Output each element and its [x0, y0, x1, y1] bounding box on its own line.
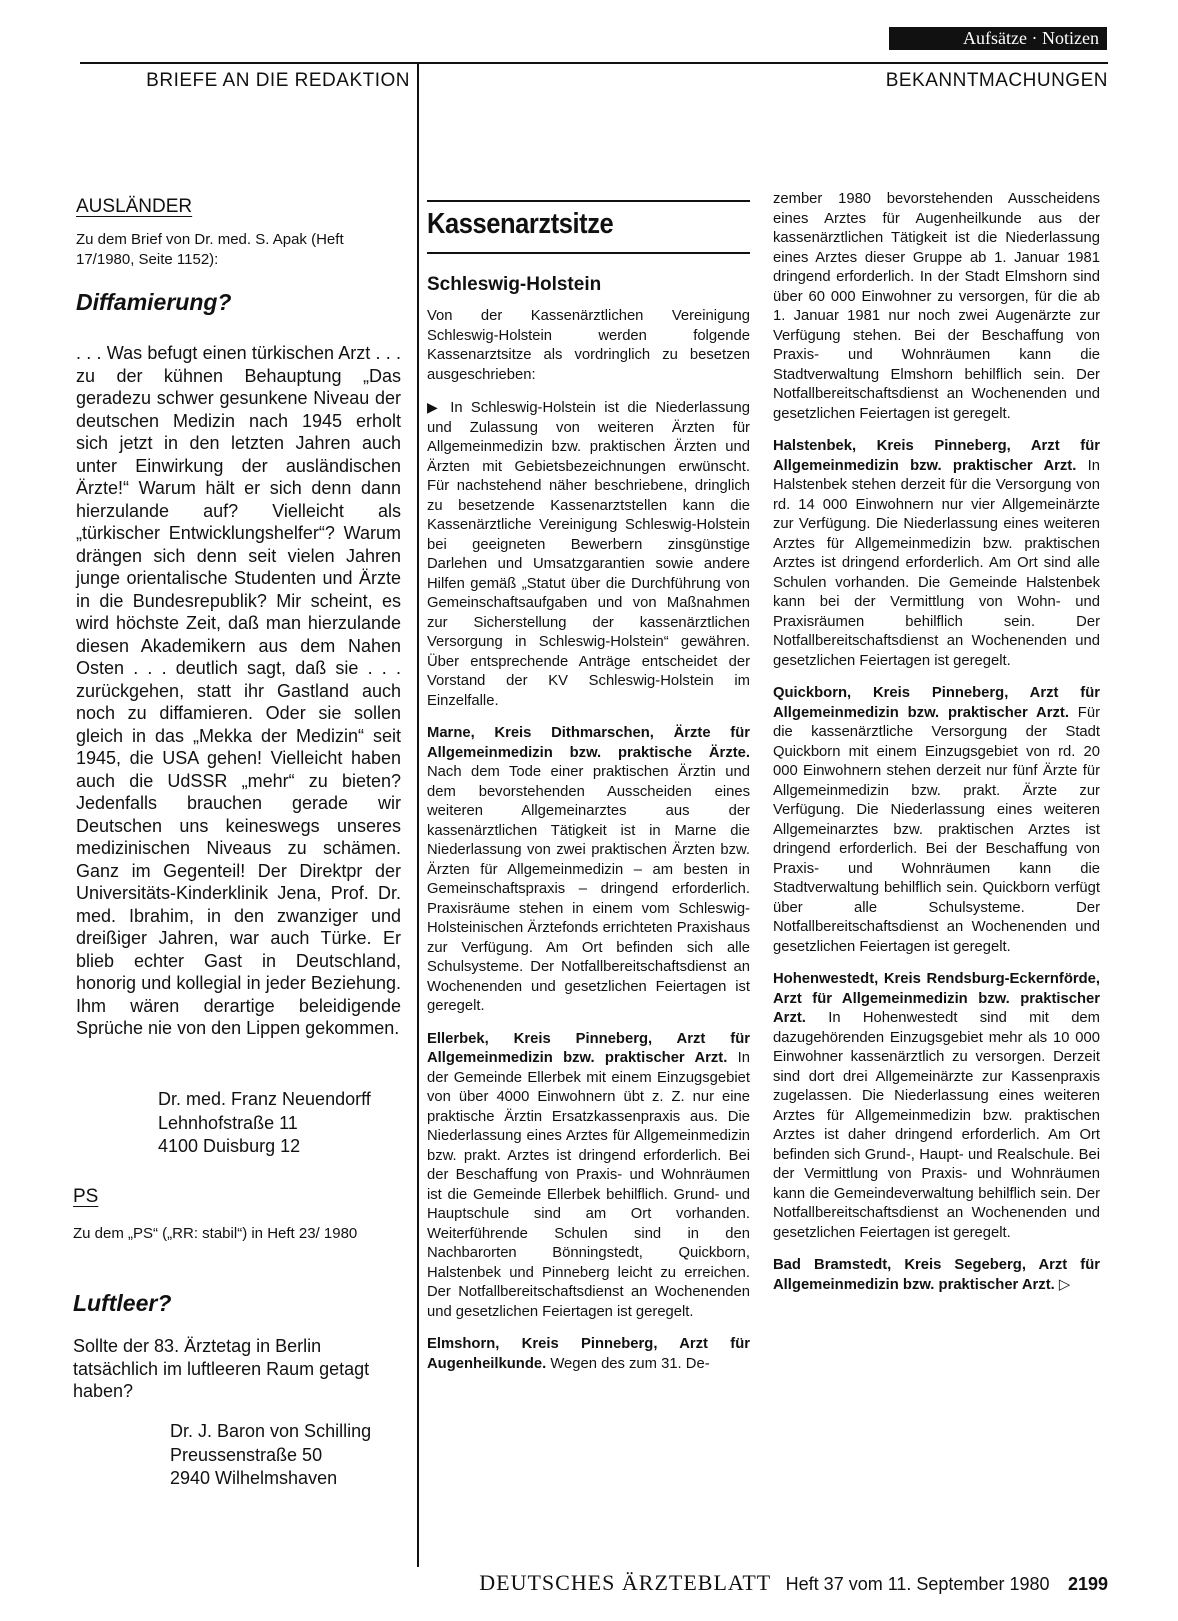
announcement-title: Kassenarztsitze: [427, 208, 614, 240]
listing-text: In Halstenbek stehen derzeit für die Versorgung von rd. 14 000 Einwohnern nur vier Allgemeinärzte zur Verfügung. Die Niederlassung eines weiteren Arztes für Allgemeinmedizin bzw. praktischen Arztes ist dringend erforderlich. Am Ort sind alle Schulen vorhanden. Die Gemeinde Halstenbek kann bei der Vermittlung von Wohn- und Praxisräumen behilflich sein. Der Notfallbereitschaftsdienst an Wochenenden und gesetzlichen Feiertagen ist geregelt.: [773, 457, 1100, 669]
signature-name: Dr. J. Baron von Schilling: [170, 1421, 372, 1441]
listing-text: Nach dem Tode einer praktischen Ärztin und dem bevorstehenden Ausscheiden eines weiteren Allgemeinarztes aus der kassenärztlichen Tätigkeit ist in Marne die Niederlassung von zwei praktischen Ärzten bzw. Ärzten für Allgemeinmedizin – am besten in Gemeinschaftspraxis – dringend erforderlich. Praxisräume stehen in einem vom Schleswig-Holsteinischen Ärztefonds errichteten Praxishaus zur Verfügung. Am Ort befinden sich alle Schulsysteme. Der Notfallbereitschaftsdienst an Wochenenden und gesetzlichen Feiertagen ist geregelt.: [427, 764, 750, 1014]
letter-signature: [158, 1088, 371, 1159]
listing-heading: Elmshorn, Kreis Pinneberg, Arzt für Augenheilkunde.: [427, 1336, 750, 1372]
listing-heading: Bad Bramstedt, Kreis Segeberg, Arzt für Allgemeinmedizin bzw. praktischer Arzt.: [773, 1257, 1100, 1293]
listing: [427, 724, 750, 1017]
signature-city: 2940 Wilhelmshaven: [170, 1468, 338, 1488]
listing-heading: Halstenbek, Kreis Pinneberg, Arzt für Allgemeinmedizin bzw. praktischer Arzt.: [773, 438, 1100, 474]
listing-heading: Marne, Kreis Dithmarschen, Ärzte für Allgemeinmedizin bzw. praktische Ärzte.: [427, 725, 750, 761]
listing-heading: Quickborn, Kreis Pinneberg, Arzt für Allgemeinmedizin bzw. praktischer Arzt.: [773, 685, 1100, 721]
announcement-bullet: ▶ In Schleswig-Holstein ist die Niederlassung und Zulassung von weiteren Ärzten für Allgemeinmedizin bzw. praktischen Ärzten und Ärzten mit Gebietsbezeichnungen erwünscht. Für nachstehend näher beschriebene, dringlich zu besetzende Kassenarztstellen kann die Kassenärztliche Vereinigung Schleswig-Holstein bei geeigneten Bewerbern zinsgünstige Darlehen und Umsatzgarantien sowie andere Hilfen gemäß „Statut über die Durchführung von Gemeinschaftsaufgaben und von Maßnahmen zur Sicherstellung der kassenärztlichen Versorgung in Schleswig-Holstein“ gewähren. Über entsprechende Anträge entscheidet der Vorstand der KV Schleswig-Holstein im Einzelfalle.: [427, 399, 750, 709]
listing-continuation: zember 1980 bevorstehenden Ausscheidens eines Arztes für Augenheilkunde aus der kassenärztlichen Tätigkeit ist die Niederlassung eines Arztes dieser Gruppe ab 1. Januar 1981 dringend erforderlich. In der Stadt Elmshorn sind über 60 000 Einwohner zu versorgen, für die ab 1. Januar 1981 nur noch zwei Augenärzte zur Verfügung stehen. Bei der Beschaffung von Praxis- und Wohnräumen kann die Stadtverwaltung Elmshorn behilflich sein. Der Notfallbereitschaftsdienst an Wochenenden und gesetzlichen Feiertagen ist geregelt.: [773, 191, 1100, 422]
letter-body: . . . Was befugt einen türkischen Arzt . . . zu der kühnen Behauptung „Das geradezu schwer gesunkene Niveau der deutschen Medizin nach 1945 erholt sich jetzt in den letzten Jahren auch unter Einwirkung der ausländischen Ärzte!“ Warum hält er sich denn dann hierzulande auf? Vielleicht als „türkischer Entwicklungshelfer“? Warum drängen sich denn seit vielen Jahren junge orientalische Studenten und Ärzte in die Bundesrepublik? Mir scheint, es wird höchste Zeit, daß man hierzulande diesen Akademikern aus dem Nahen Osten . . . deutlich sagt, daß sie . . . zurückgehen, statt ihr Gastland auch noch zu diffamieren. Oder sie sollen gleich in das „Mekka der Medizin“ seit 1945, die USA gehen! Vielleicht haben auch die UdSSR „mehr“ zu bieten? Jedenfalls brauchen gerade wir Deutschen uns keineswegs unseres medizinischen Niveaus zu schämen. Ganz im Gegenteil! Der Direktpr der Universitäts-Kinderklinik Jena, Prof. Dr. med. Ibrahim, in den zwanziger und dreißiger Jahren, war auch Türke. Er blieb echter Gast in Deutschland, honorig und kollegial in jeder Beziehung. Ihm wären derartige beleidigende Sprüche nie von den Lippen gekommen.: [76, 343, 401, 1038]
page-number: 2199: [1067, 1574, 1108, 1594]
listing: [773, 437, 1100, 671]
listing: [773, 684, 1100, 957]
signature-name: Dr. med. Franz Neuendorff: [158, 1089, 371, 1109]
journal-name: DEUTSCHES ÄRZTEBLATT: [479, 1570, 772, 1595]
listing: [773, 970, 1100, 1243]
section-heading-announcements: BEKANNTMACHUNGEN: [885, 70, 1108, 91]
signature-city: 4100 Duisburg 12: [158, 1136, 301, 1156]
listing: [773, 1256, 1100, 1295]
letter-title: Luftleer?: [73, 1290, 172, 1316]
letter-kicker: AUSLÄNDER: [76, 196, 193, 217]
listing-heading: Hohenwestedt, Kreis Rendsburg-Eckernförde, Arzt für Allgemeinmedizin bzw. praktischer Arzt.: [773, 971, 1100, 1026]
state-heading: Schleswig-Holstein: [427, 274, 602, 295]
issue-info: Heft 37 vom 11. September 1980: [785, 1574, 1050, 1594]
announcement-intro: Von der Kassenärztlichen Vereinigung Schleswig-Holstein werden folgende Kassenarztsitze als vordringlich zu besetzen ausgeschrieben:: [427, 308, 750, 383]
listing-heading: Ellerbek, Kreis Pinneberg, Arzt für Allgemeinmedizin bzw. praktischer Arzt.: [427, 1030, 750, 1066]
page-footer: [408, 1570, 1108, 1596]
header-rule: [80, 62, 1108, 64]
letter-reference: Zu dem „PS“ („RR: stabil“) in Heft 23/ 1980: [73, 1225, 358, 1242]
letter-kicker: PS: [73, 1186, 99, 1207]
rubric-label: Aufsätze · Notizen: [889, 27, 1107, 50]
listing-text: In Hohenwestedt sind mit dem dazugehörenden Einzugsgebiet mehr als 10 000 Einwohner kassenärztlich zu versorgen. Derzeit sind dort drei Allgemeinärzte zur Kassenpraxis zugelassen. Die Niederlassung eines weiteren Arztes für Allgemeinmedizin bzw. praktischen Arztes ist daher dringend erforderlich. Am Ort befinden sich Grund-, Haupt- und Realschule. Bei der Vermittlung von Praxis- und Wohnräumen kann die Gemeindeverwaltung behilflich sein. Der Notfallbereitschaftsdienst an Wochenenden und gesetzlichen Feiertagen ist geregelt.: [773, 1010, 1100, 1241]
title-rule-bottom: [427, 252, 750, 254]
letter-signature: [170, 1420, 371, 1491]
announcement-body: [427, 307, 750, 1387]
listing-text: In der Gemeinde Ellerbek mit einem Einzugsgebiet von über 4000 Einwohnern übt z. Z. nur eine praktische Ärztin Ersatzkassenpraxis aus. Die Niederlassung eines Arztes für Allgemeinmedizin bzw. prakt. Arztes ist dringend erforderlich. Bei der Beschaffung von Praxis- und Wohnräumen ist die Gemeinde Ellerbek behilflich. Grund- und Hauptschule sind am Ort vorhanden. Weiterführende Schulen sind in den Nachbarorten Bönningstedt, Quickborn, Halstenbek und Pinneberg leicht zu erreichen. Der Notfallbereitschaftsdienst an Wochenenden und gesetzlichen Feiertagen ist geregelt.: [427, 1050, 750, 1320]
listing-text: Wegen des zum 31. De-: [550, 1355, 710, 1372]
column-divider: [417, 62, 419, 1567]
triangle-right-icon: ▶: [427, 399, 442, 415]
letter-reference: Zu dem Brief von Dr. med. S. Apak (Heft 17/1980, Seite 1152):: [76, 231, 344, 268]
listing: [427, 1335, 750, 1374]
signature-street: Preussenstraße 50: [170, 1444, 323, 1465]
announcement-body-continued: [773, 190, 1100, 1308]
signature-street: Lehnhofstraße 11: [158, 1112, 298, 1133]
letter-body: Sollte der 83. Ärztetag in Berlin tatsächlich im luftleeren Raum getagt haben?: [73, 1336, 370, 1401]
title-rule-top: [427, 200, 750, 202]
section-heading-letters: BRIEFE AN DIE REDAKTION: [146, 70, 410, 91]
continue-arrow-icon: ▷: [1058, 1276, 1071, 1293]
letter-title: Diffamierung?: [76, 289, 232, 315]
listing-text: Für die kassenärztliche Versorgung der Stadt Quickborn mit einem Einzugsgebiet von rd. 20 000 Einwohnern stehen derzeit nur fünf Ärzte für Allgemeinmedizin bzw. prakt. Ärzte zur Verfügung. Die Niederlassung eines weiteren Allgemeinarztes bzw. praktischen Arztes ist dringend erforderlich. Bei der Beschaffung von Praxis- und Wohnräumen kann die Stadtverwaltung behilflich sein. Quickborn verfügt über alle Schulsysteme. Der Notfallbereitschaftsdienst an Wochenenden und gesetzlichen Feiertagen ist geregelt.: [773, 704, 1100, 955]
listing: [427, 1030, 750, 1323]
